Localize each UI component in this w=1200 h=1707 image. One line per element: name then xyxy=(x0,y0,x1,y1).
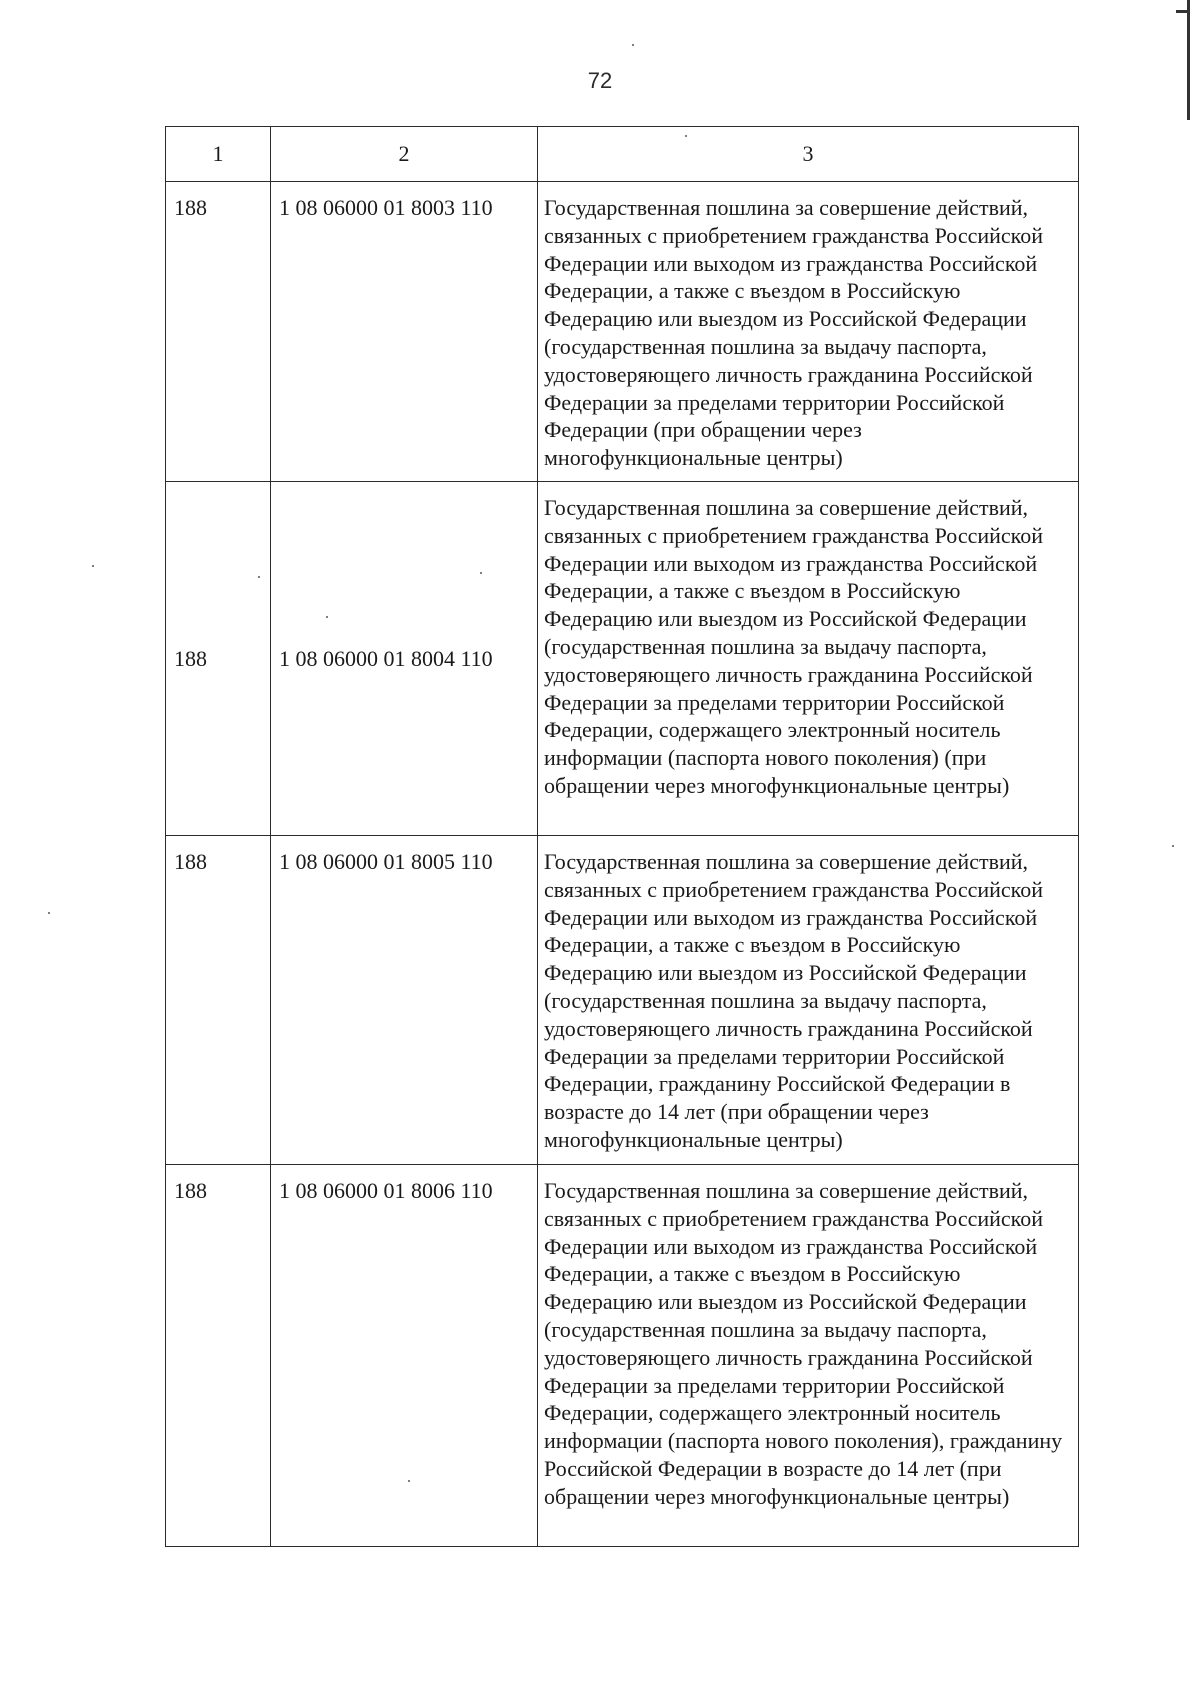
scan-speck xyxy=(92,565,94,567)
column-header-3: 3 xyxy=(538,127,1079,182)
column-header-1: 1 xyxy=(166,127,271,182)
fee-table xyxy=(165,126,1079,1547)
kbk-code-cell: 1 08 06000 01 8004 110 xyxy=(271,482,538,836)
scan-speck xyxy=(1172,845,1174,847)
description-cell: Государственная пошлина за совершение действий, связанных с приобретением гражданства Российской Федерации или выходом из гражданства Российской Федерации, а также с въездом в Российскую Федерацию или выездом из Российской Федерации (государственная пошлина за выдачу паспорта, удостоверяющего личность гражданина Российской Федерации за пределами территории Российской Федерации, содержащего электронный носитель информации (паспорта нового поколения), гражданину Российской Федерации в возрасте до 14 лет (при обращении через многофункциональные центры) xyxy=(538,1165,1079,1547)
scan-speck xyxy=(480,572,482,574)
scan-corner-mark xyxy=(1187,0,1194,120)
admin-code-cell: 188 xyxy=(166,836,271,1165)
description-cell: Государственная пошлина за совершение действий, связанных с приобретением гражданства Российской Федерации или выходом из гражданства Российской Федерации, а также с въездом в Российскую Федерацию или выездом из Российской Федерации (государственная пошлина за выдачу паспорта, удостоверяющего личность гражданина Российской Федерации за пределами территории Российской Федерации, гражданину Российской Федерации в возрасте до 14 лет (при обращении через многофункциональные центры) xyxy=(538,836,1079,1165)
admin-code-cell: 188 xyxy=(166,182,271,482)
kbk-code-cell: 1 08 06000 01 8005 110 xyxy=(271,836,538,1165)
table-header-row xyxy=(166,127,1079,182)
column-header-2: 2 xyxy=(271,127,538,182)
table-row xyxy=(166,182,1079,482)
table-row xyxy=(166,1165,1079,1547)
page-number: 72 xyxy=(587,68,613,93)
kbk-code-cell: 1 08 06000 01 8006 110 xyxy=(271,1165,538,1547)
description-cell: Государственная пошлина за совершение действий, связанных с приобретением гражданства Российской Федерации или выходом из гражданства Российской Федерации, а также с въездом в Российскую Федерацию или выездом из Российской Федерации (государственная пошлина за выдачу паспорта, удостоверяющего личность гражданина Российской Федерации за пределами территории Российской Федерации, содержащего электронный носитель информации (паспорта нового поколения) (при обращении через многофункциональные центры) xyxy=(538,482,1079,836)
table-row xyxy=(166,482,1079,836)
table-row xyxy=(166,836,1079,1165)
kbk-code-cell: 1 08 06000 01 8003 110 xyxy=(271,182,538,482)
description-cell: Государственная пошлина за совершение действий, связанных с приобретением гражданства Российской Федерации или выходом из гражданства Российской Федерации, а также с въездом в Российскую Федерацию или выездом из Российской Федерации (государственная пошлина за выдачу паспорта, удостоверяющего личность гражданина Российской Федерации за пределами территории Российской Федерации (при обращении через многофункциональные центры) xyxy=(538,182,1079,482)
scan-speck xyxy=(258,576,260,578)
admin-code-cell: 188 xyxy=(166,482,271,836)
scan-speck xyxy=(326,616,328,618)
scan-speck xyxy=(632,44,634,46)
scan-speck xyxy=(48,912,50,914)
admin-code-cell: 188 xyxy=(166,1165,271,1547)
scan-speck xyxy=(408,1480,410,1482)
scan-speck xyxy=(685,135,687,137)
